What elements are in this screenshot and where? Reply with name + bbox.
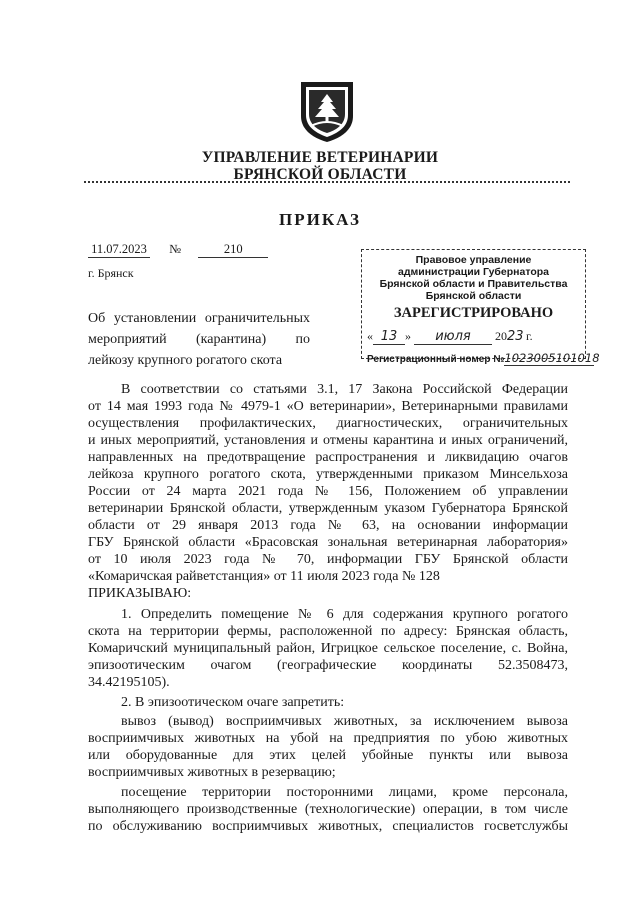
subject-line: лейкозу крупного рогатого скота: [88, 353, 283, 368]
stamp-year-suffix: 23: [507, 329, 524, 344]
ban-paragraph-2: [88, 784, 568, 835]
order-word: ПРИКАЗЫВАЮ:: [88, 586, 192, 601]
stamp-day: 13: [373, 329, 405, 345]
text-line: России от 24 марта 2021 года № 156, Положением об управлении: [88, 484, 568, 499]
ban-paragraph-1: [88, 713, 568, 781]
text-line: ветеринарии Брянской области, утвержденным указом Губернатора Брянской: [88, 501, 568, 516]
text-line: от 14 мая 1993 года № 4979-1 «О ветеринарии», Ветеринарными правилами: [88, 399, 568, 414]
stamp-reg-label: Регистрационный номер №: [367, 354, 505, 365]
preamble-paragraph: [88, 381, 568, 602]
subject-line: мероприятий (карантина) по: [88, 332, 310, 347]
text-line: или оборудованные для этих целей убойные пункты или вывоза: [88, 748, 568, 763]
document-subject: [88, 308, 310, 371]
stamp-reg-number: 1023005101018: [504, 351, 600, 365]
text-line: выполняющего производственные (технологические) операции, в том числе: [88, 802, 568, 817]
text-line: по обслуживанию восприимчивых животных, специалистов госветслужбы: [88, 819, 568, 834]
text-line: от 10 июля 2023 года № 70, информации ГБУ Брянской области: [88, 552, 568, 567]
document-date-number: [88, 242, 268, 258]
document-city: г. Брянск: [88, 266, 134, 280]
text-line: эпизоотическим очагом (географические координаты 52.3508473,: [88, 658, 568, 673]
organization-name-line2: БРЯНСКОЙ ОБЛАСТИ: [233, 166, 407, 183]
text-line: осуществления профилактических, диагностических, ограничительных: [88, 416, 568, 431]
stamp-year-unit: г.: [526, 329, 533, 343]
stamp-line: администрации Губернатора: [397, 266, 550, 278]
document-title: ПРИКАЗ: [279, 210, 361, 229]
subject-line: Об установлении ограничительных: [88, 311, 310, 326]
stamp-registered: ЗАРЕГИСТРИРОВАНО: [393, 305, 554, 321]
text-line: восприимчивых животных на убой на предприятия по убою животных: [88, 731, 568, 746]
stamp-date: « 13 » июля 2023 г.: [367, 329, 533, 344]
stamp-year-prefix: 20: [495, 329, 507, 343]
text-line: 34.42195105).: [88, 675, 170, 690]
number-label: №: [169, 242, 182, 256]
stamp-line: Брянской области: [425, 290, 522, 302]
header-divider: [84, 181, 570, 183]
text-line: 1. Определить помещение № 6 для содержания крупного рогатого: [121, 607, 568, 622]
stamp-line: Брянской области и Правительства: [379, 278, 568, 290]
text-line: области от 29 января 2013 года № 63, на основании информации: [88, 518, 568, 533]
text-line: 2. В эпизоотическом очаге запретить:: [121, 695, 345, 710]
text-line: «Комаричская райветстанция» от 11 июля 2023 года № 128: [88, 569, 440, 584]
stamp-month: июля: [414, 329, 492, 345]
registration-stamp: [361, 249, 600, 365]
text-line: лейкоза крупного рогатого скота, утвержденными приказом Минсельхоза: [88, 467, 568, 482]
text-line: ГБУ Брянской области «Брасовская зональная ветеринарная лаборатория»: [88, 535, 568, 550]
text-line: направленных на предотвращение распространения и ликвидацию очагов: [88, 450, 568, 465]
stamp-registration-number: [367, 351, 600, 366]
text-line: посещение территории посторонними лицами, кроме персонала,: [121, 785, 568, 800]
order-item-1: [88, 606, 568, 691]
order-item-2: [88, 694, 568, 711]
text-line: Комаричский муниципальный район, Игрицкое сельское поселение, с. Война,: [88, 641, 568, 656]
document-date: 11.07.2023: [88, 242, 150, 258]
text-line: восприимчивых животных в резервацию;: [88, 765, 336, 780]
document-number: 210: [198, 242, 268, 258]
organization-name-line1: УПРАВЛЕНИЕ ВЕТЕРИНАРИИ: [201, 149, 439, 166]
text-line: В соответствии со статьями 3.1, 17 Закона Российской Федерации: [121, 382, 568, 397]
stamp-line: Правовое управление: [415, 254, 532, 266]
text-line: вывоз (вывод) восприимчивых животных, за исключением вывоза: [121, 714, 568, 729]
text-line: и иных мероприятий, установления и отмены карантина и иных ограничений,: [88, 433, 568, 448]
text-line: скота на территории фермы, расположенной по адресу: Брянская область,: [88, 624, 568, 639]
brianzk-coat-of-arms-emblem: [297, 78, 357, 144]
